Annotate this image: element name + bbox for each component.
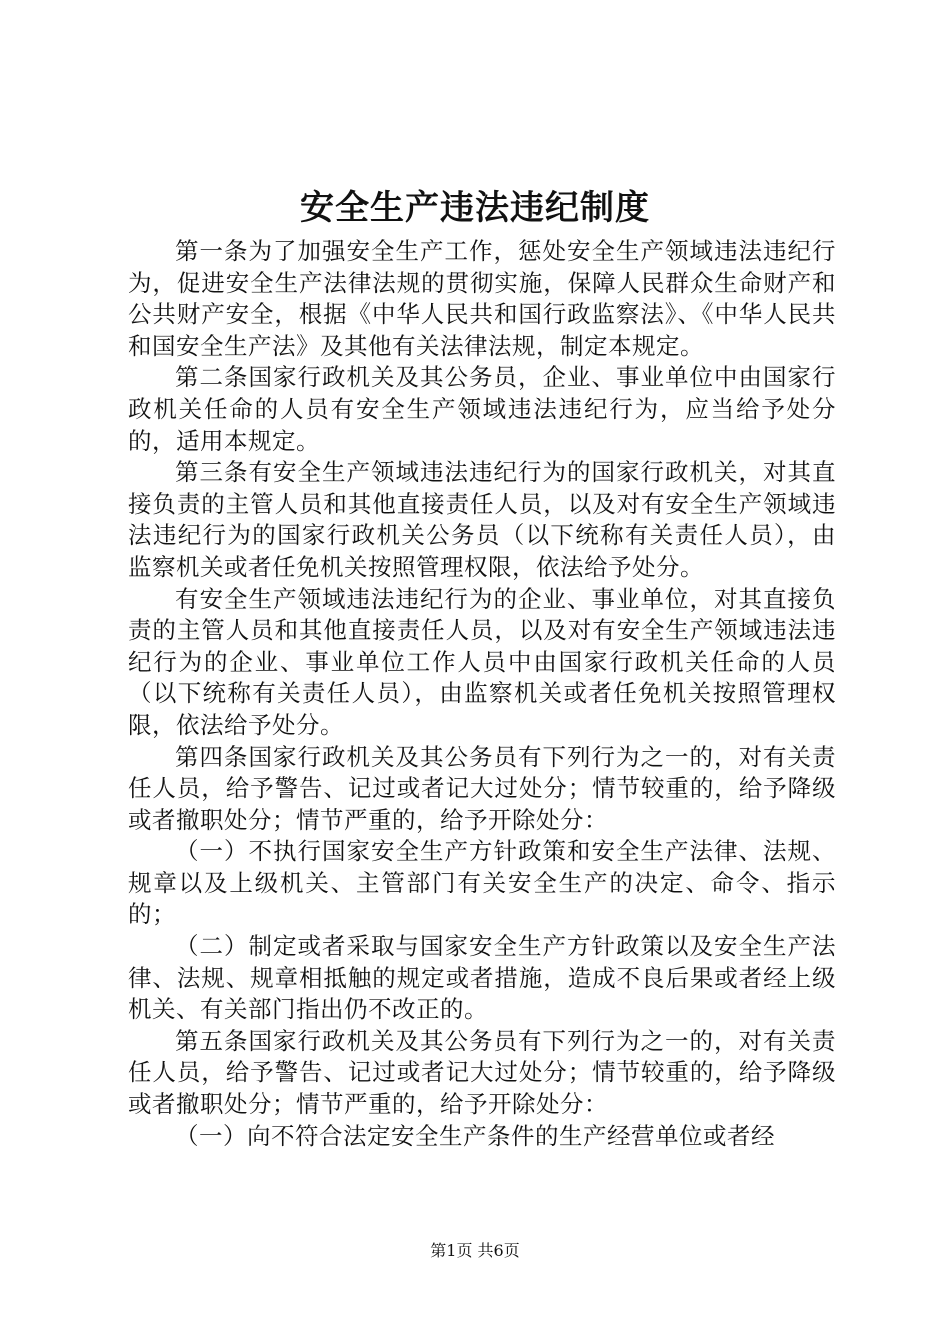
document-body	[128, 236, 836, 1152]
page-number-footer: 第1页 共6页	[430, 1241, 520, 1260]
paragraph-article-2: 第二条国家行政机关及其公务员，企业、事业单位中由国家行政机关任命的人员有安全生产领域违法违纪行为，应当给予处分的，适用本规定。	[128, 363, 836, 455]
paragraph-article-5: 第五条国家行政机关及其公务员有下列行为之一的，对有关责任人员，给予警告、记过或者记大过处分；情节较重的，给予降级或者撤职处分；情节严重的，给予开除处分：	[128, 1026, 836, 1119]
paragraph-article-4: 第四条国家行政机关及其公务员有下列行为之一的，对有关责任人员，给予警告、记过或者记大过处分；情节较重的，给予降级或者撤职处分；情节严重的，给予开除处分：	[128, 742, 836, 834]
document-title: 安全生产违法违纪制度	[300, 188, 650, 228]
paragraph-article-5-item-1: （一）向不符合法定安全生产条件的生产经营单位或者经	[175, 1121, 775, 1150]
paragraph-article-3: 第三条有安全生产领域违法违纪行为的国家行政机关，对其直接负责的主管人员和其他直接责任人员，以及对有安全生产领域违法违纪行为的国家行政机关公务员（以下统称有关责任人员），由监察机关或者任免机关按照管理权限，依法给予处分。	[128, 458, 836, 581]
paragraph-article-4-item-1: （一）不执行国家安全生产方针政策和安全生产法律、法规、规章以及上级机关、主管部门有关安全生产的决定、命令、指示的；	[128, 837, 836, 929]
paragraph-article-3-part-2: 有安全生产领域违法违纪行为的企业、事业单位，对其直接负责的主管人员和其他直接责任人员，以及对有安全生产领域违法违纪行为的企业、事业单位工作人员中由国家行政机关任命的人员（以下统称有关责任人员），由监察机关或者任免机关按照管理权限，依法给予处分。	[128, 584, 836, 739]
paragraph-article-4-item-2: （二）制定或者采取与国家安全生产方针政策以及安全生产法律、法规、规章相抵触的规定或者措施，造成不良后果或者经上级机关、有关部门指出仍不改正的。	[128, 932, 836, 1024]
paragraph-article-1: 第一条为了加强安全生产工作，惩处安全生产领域违法违纪行为，促进安全生产法律法规的贯彻实施，保障人民群众生命财产和公共财产安全，根据《中华人民共和国行政监察法》、《中华人民共和国安全生产法》及其他有关法律法规，制定本规定。	[128, 237, 836, 360]
